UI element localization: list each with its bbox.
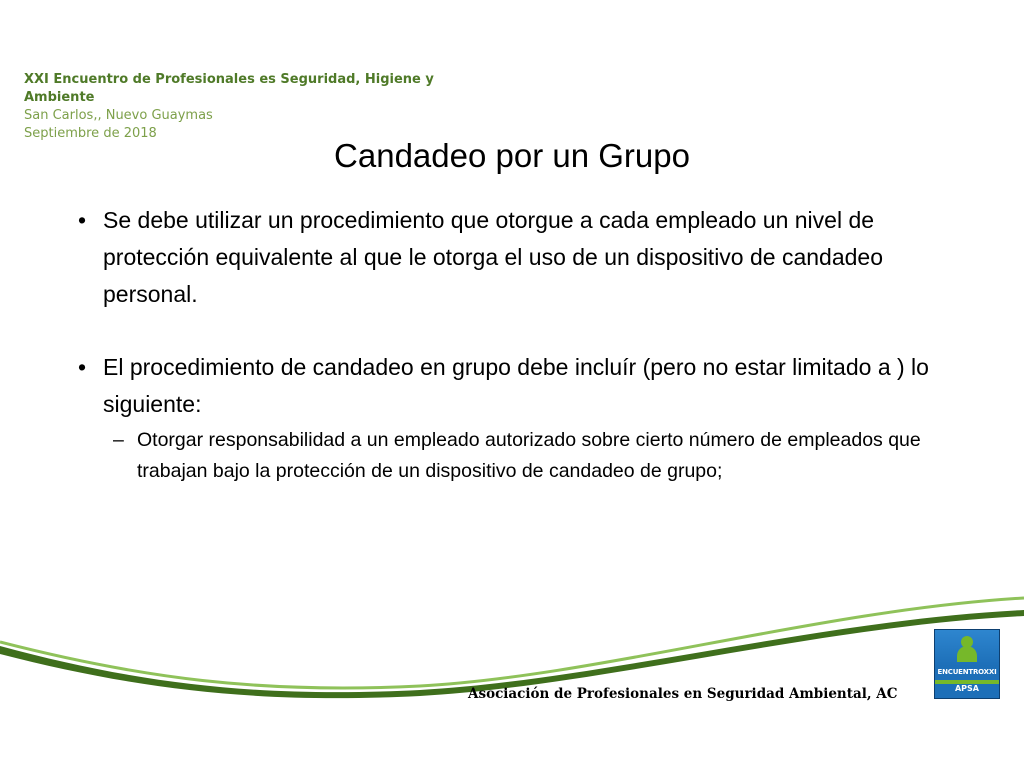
sub-bullet-marker: – [113,429,124,451]
sub-bullet-text: Otorgar responsabilidad a un empleado autorizado sobre cierto número de empleados que trabajan bajo la protección de un dispositivo de candadeo de grupo; [137,429,921,482]
logo-text-encuentro: ENCUENTROXXI [937,668,997,676]
bullet-marker: • [78,207,87,233]
wave-light-stroke [0,598,1024,688]
logo-text-apsa: APSA [954,684,979,693]
logo-figure-body [957,646,977,662]
organization-name: Asociación de Profesionales en Seguridad Ambiental, AC [468,686,898,702]
bullet-text: Se debe utilizar un procedimiento que otorgue a cada empleado un nivel de protección equivalente al que le otorga el uso de un dispositivo de candadeo personal. [103,207,884,307]
bullet-marker: • [78,354,87,380]
slide-body [78,202,938,487]
event-location: San Carlos,, Nuevo Guaymas [24,108,213,123]
event-title-line2: Ambiente [24,90,95,105]
wave-dark-stroke [0,610,1024,698]
event-date: Septiembre de 2018 [24,126,157,141]
slide-title: Candadeo por un Grupo [334,137,690,174]
sub-bullet-item [113,425,938,487]
event-header [24,71,454,143]
bullet-text: El procedimiento de candadeo en grupo debe incluír (pero no estar limitado a ) lo siguiente: [103,354,929,417]
encuentro-logo [934,629,1000,699]
bullet-item [78,349,938,423]
footer-wave-decoration [0,570,1024,700]
event-title-line1: XXI Encuentro de Profesionales es Seguridad, Higiene y [24,72,434,87]
bullet-item [78,202,938,313]
